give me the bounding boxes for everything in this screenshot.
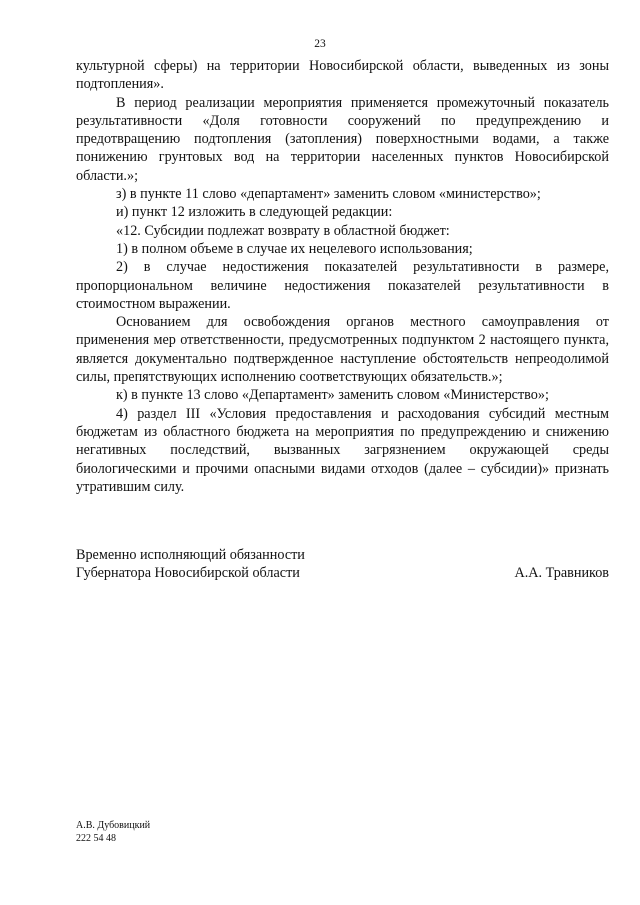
paragraph-item-4: 4) раздел III «Условия предоставления и расходования субсидий местным бюджетам из областного бюджета на мероприятия по предупреждению и снижению негативных последствий, вызванных загрязнением окружающей среды биологическими и прочими опасными видами отходов (далее – субсидии)» признать утратившим силу. (76, 405, 609, 495)
signatory-position-line-2: Губернатора Новосибирской области (76, 565, 300, 582)
signature-row (76, 564, 609, 582)
executor-phone: 222 54 48 (76, 832, 116, 844)
paragraph-continuation: культурной сферы) на территории Новосибирской области, выведенных из зоны подтопления». (76, 58, 609, 93)
paragraph-item-z: з) в пункте 11 слово «департамент» заменить словом «министерство»; (116, 186, 541, 203)
signature-block (76, 546, 609, 583)
paragraph-intermediate-indicator: В период реализации мероприятия применяется промежуточный показатель результативности «Доля готовности сооружений по предупреждению и предотвращению подтопления (затопления) поверхностными водами, а также понижению грунтовых вод на территории населенных пунктов Новосибирской области.»; (76, 94, 609, 184)
executor-block (76, 820, 150, 845)
signatory-name: А.А. Травников (514, 565, 609, 582)
signatory-position-line-1: Временно исполняющий обязанности (76, 547, 305, 563)
paragraph-clause-12-1: 1) в полном объеме в случае их нецелевого использования; (116, 240, 473, 257)
document-body (76, 57, 609, 496)
paragraph-clause-12-2: 2) в случае недостижения показателей результативности в размере, пропорциональном величине недостижения показателей результативности в стоимостном выражении. (76, 259, 609, 312)
paragraph-item-i: и) пункт 12 изложить в следующей редакции: (116, 204, 393, 221)
page-number: 23 (314, 38, 326, 50)
paragraph-clause-12: «12. Субсидии подлежат возврату в областной бюджет: (116, 222, 450, 239)
paragraph-item-k: к) в пункте 13 слово «Департамент» заменить словом «Министерство»; (116, 387, 549, 404)
paragraph-exemption-grounds: Основанием для освобождения органов местного самоуправления от применения мер ответственности, предусмотренных подпунктом 2 настоящего пункта, является документально подтвержденное наступление обстоятельств непреодолимой силы, препятствующих исполнению соответствующих обязательств.»; (76, 314, 609, 386)
executor-name: А.В. Дубовицкий (76, 820, 151, 831)
